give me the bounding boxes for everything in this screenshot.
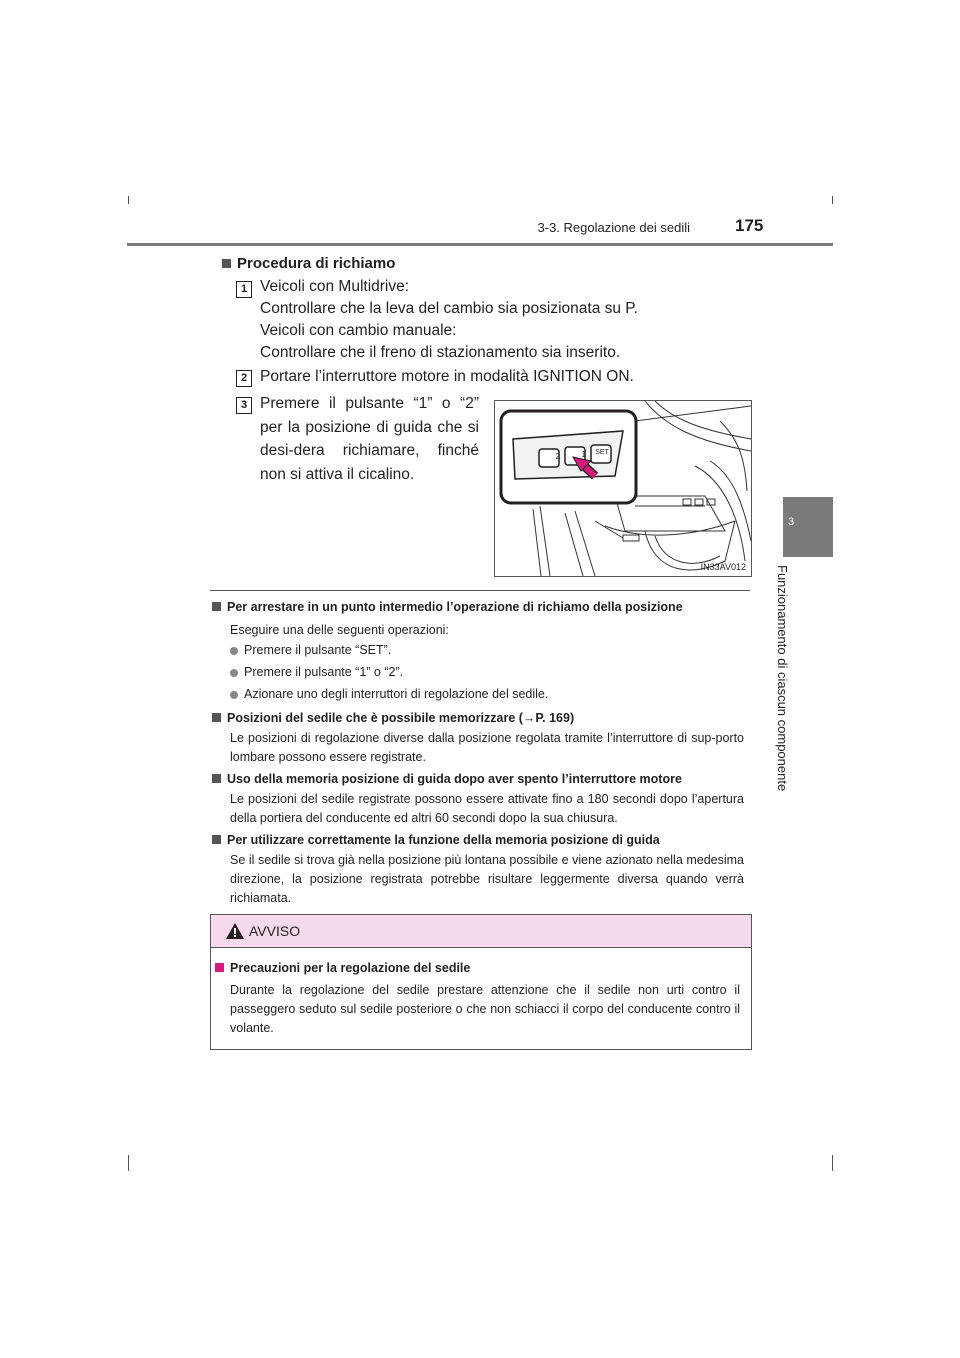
section-heading — [222, 255, 395, 272]
step-3-text: Premere il pulsante “1” o “2” per la posizione di guida che si desi-dera richiamare, finché non si attiva il cicalino. — [260, 395, 479, 483]
button-label: 1 — [581, 450, 586, 459]
note-text: Eseguire una delle seguenti operazioni: — [230, 623, 449, 637]
step-1-line: Controllare che il freno di stazionamento sia inserito. — [260, 344, 621, 361]
button-label: 2 — [555, 452, 560, 461]
figure-drawing — [495, 401, 751, 576]
warning-header — [211, 915, 751, 948]
crop-mark — [128, 196, 129, 204]
header-rule — [127, 243, 833, 246]
warning-label: AVVISO — [249, 923, 301, 939]
note-title: Posizioni del sedile che è possibile memorizzare (→P. 169) — [227, 711, 575, 725]
list-item — [230, 687, 548, 701]
bullet-text: Premere il pulsante “1” o “2”. — [244, 665, 404, 679]
bullet-dot-icon — [230, 647, 238, 655]
crop-mark — [832, 1155, 833, 1171]
warning-text: Durante la regolazione del sedile prestare attenzione che il sedile non urti contro il passeggero seduto sul sedile posteriore o che non schiacci il corpo del conducente contro il volante. — [230, 983, 740, 1035]
bullet-dot-icon — [230, 691, 238, 699]
note-title: Uso della memoria posizione di guida dopo aver spento l’interruttore motore — [227, 772, 682, 786]
note-text: Le posizioni di regolazione diverse dalla posizione regolata tramite l’interruttore di sup-porto lombare possono essere registrate. — [230, 731, 744, 764]
note-title: Per arrestare in un punto intermedio l’operazione di richiamo della posizione — [227, 600, 683, 614]
note-heading — [212, 711, 574, 725]
list-item — [230, 643, 391, 657]
note-heading — [212, 600, 683, 614]
square-bullet-icon — [212, 713, 221, 722]
square-bullet-icon — [212, 602, 221, 611]
bullet-dot-icon — [230, 669, 238, 677]
chapter-number: 3 — [787, 516, 795, 528]
square-bullet-icon — [212, 774, 221, 783]
crop-mark — [128, 1155, 129, 1171]
step-1-line: Veicoli con Multidrive: — [260, 278, 410, 295]
warning-title: Precauzioni per la regolazione del sedile — [230, 961, 471, 975]
page-number: 175 — [735, 216, 764, 235]
bullet-text: Azionare uno degli interruttori di regolazione del sedile. — [244, 687, 549, 701]
step-number: 2 — [236, 370, 252, 387]
figure-code: IN33AV012 — [700, 562, 746, 572]
memory-button-illustration — [494, 400, 752, 577]
square-bullet-icon — [215, 963, 224, 972]
step-2-line: Portare l’interruttore motore in modalità IGNITION ON. — [260, 368, 634, 385]
step-1-line: Controllare che la leva del cambio sia posizionata su P. — [260, 300, 638, 317]
square-bullet-icon — [212, 835, 221, 844]
warning-box — [210, 914, 752, 1050]
note-text: Se il sedile si trova già nella posizione più lontana possibile e viene azionato nella medesima direzione, la posizione registrata potrebbe risultare leggermente diversa quando verrà richiamata. — [230, 853, 744, 905]
warning-heading — [215, 961, 470, 975]
note-title: Per utilizzare correttamente la funzione della memoria posizione di guida — [227, 833, 660, 847]
bullet-text: Premere il pulsante “SET”. — [244, 643, 392, 657]
chapter-label: Funzionamento di ciascun componente — [775, 565, 790, 792]
section-heading-text: Procedura di richiamo — [237, 255, 396, 272]
note-text: Le posizioni del sedile registrate possono essere attivate fino a 180 secondi dopo l’apertura della portiera del conducente ed altri 60 secondi dopo la sua chiusura. — [230, 792, 744, 825]
section-title: 3-3. Regolazione dei sedili — [537, 220, 690, 235]
note-heading — [212, 772, 682, 786]
crop-mark — [832, 196, 833, 204]
button-label: SET — [595, 449, 609, 456]
step-number: 1 — [236, 281, 252, 298]
step-1-line: Veicoli con cambio manuale: — [260, 322, 457, 339]
section-divider — [210, 590, 750, 591]
step-number: 3 — [236, 397, 252, 414]
list-item — [230, 665, 403, 679]
note-heading — [212, 833, 660, 847]
square-bullet-icon — [222, 259, 231, 268]
warning-triangle-icon — [225, 922, 245, 940]
